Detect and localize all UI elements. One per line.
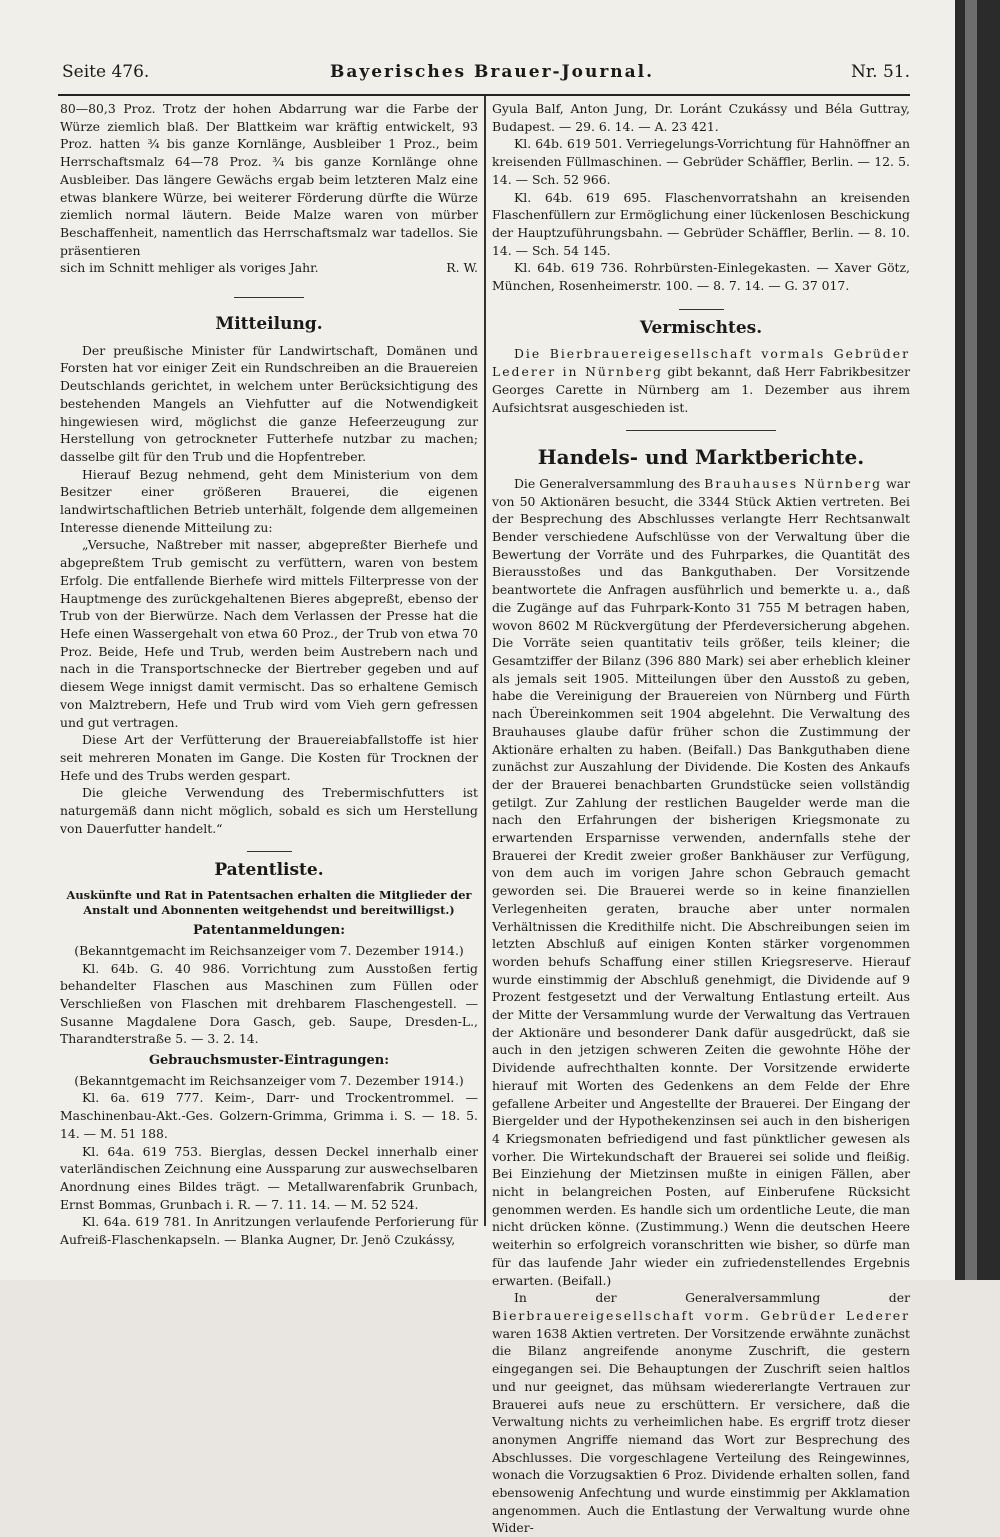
intro-closing-line <box>60 259 478 277</box>
intro-signature: R. W. <box>446 260 478 276</box>
section-separator <box>247 851 292 852</box>
page-number-label: Seite 476. <box>62 62 150 82</box>
gebrauchsmuster-entry: Kl. 64b. 619 501. Verriegelungs-Vorrichtung für Hahnöffner an kreisenden Füllmaschinen. — Gebrüder Schäffler, Berlin. — 12. 5. 14. — Sch. 52 966. <box>492 136 910 187</box>
intro-paragraph: 80—80,3 Proz. Trotz der hohen Abdarrung war die Farbe der Würze ziemlich blaß. Der Blattkeim war kräftig entwickelt, 93 Proz. hatten ¾ bis ganze Kornlänge, Ausbleiber 1 Proz., beim Herrschaftsmalz 64—78 Proz. ¾ bis ganze Kornlänge ohne Ausbleiber. Das längere Gewächs ergab beim letzteren Malz eine etwas blankere Würze, bei weiterer Förderung dürfte die Würze ziemlich normal läutern. Beide Malze waren von mürber Beschaffenheit, namentlich das Herrschaftsmalz war tadellos. Sie präsentieren <box>60 101 478 258</box>
gebrauchsmuster-entry: Kl. 64b. 619 736. Rohrbürsten-Einlegekasten. — Xaver Götz, München, Rosenheimerstr. 100. — 8. 7. 14. — G. 37 017. <box>492 260 910 294</box>
patent-entry: Kl. 64b. G. 40 986. Vorrichtung zum Ausstoßen fertig behandelter Flaschen aus Maschinen zum Füllen oder Verschließen von Flaschen mit drehbarem Flaschengestell. — Susanne Magdalene Dora Gasch, geb. Saupe, Dresden-L., Tharandterstraße 5. — 3. 2. 14. <box>60 960 478 1047</box>
gebrauchsmuster-entry: Gyula Balf, Anton Jung, Dr. Loránt Czukássy und Béla Guttray, Budapest. — 29. 6. 14. — A. 23 421. <box>492 101 910 134</box>
mitteilung-quote: „Versuche, Naßtreber mit nasser, abgepreßter Bierhefe und abgepreßtem Trub gemischt zu verfüttern, waren von bestem Erfolg. Die entfallende Bierhefe wird mittels Filterpresse von der Hauptmenge des zurückgehaltenen Bieres abgepreßt, ebenso der Trub von der Bierwürze. Nach dem Verlassen der Presse hat die Hefe einen Wassergehalt von etwa 60 Proz., der Trub von etwa 70 Proz. Beide, Hefe und Trub, werden beim Austrebern nach und nach in die Transportschnecke der Biertreber gegeben und auf diesem Wege innigst damit vermischt. Das so erhaltene Gemisch von Malztrebern, Hefe und Trub wird vom Vieh gern gefressen und gut vertragen. <box>60 537 478 730</box>
issue-number: Nr. 51. <box>851 62 910 82</box>
section-separator <box>234 297 304 298</box>
handelsberichte-text: waren 1638 Aktien vertreten. Der Vorsitzende erwähnte zunächst die Bilanz angreifende anonyme Zuschrift, die gestern eingegangen sei. Die Behauptungen der Zuschrift seien haltlos und nur geeignet, das mühsam wiedererlangte Vertrauen zur Brauerei aufs neue zu erschüttern. Er versichere, daß die Verwaltung nichts zu verheimlichen habe. Es ergriff trotz dieser anonymen Angriffe niemand das Wort zur Besprechung des Abschlusses. Die vorgeschlagene Verteilung des Reingewinnes, wonach die Vorzugsaktien 6 Proz. Dividende erhalten sollen, fand ebensowenig Anfechtung und wurde einstimmig per Akklamation angenommen. Auch die Entlastung der Verwaltung wurde ohne Wider- <box>492 1325 910 1536</box>
handelsberichte-heading: Handels- und Marktberichte. <box>537 445 865 470</box>
handelsberichte-lead: In der Generalversammlung der <box>514 1290 910 1306</box>
vermischtes-text: gibt bekannt, daß Herr Fabrikbesitzer Georges Carette in Nürnberg am 1. Dezember aus ihrem Aufsichtsrat ausgeschieden ist. <box>492 364 911 415</box>
handelsberichte-paragraph <box>492 475 910 1289</box>
section-separator <box>626 430 776 431</box>
vermischtes-heading: Vermischtes. <box>639 317 763 338</box>
scan-edge-strip <box>965 0 977 1280</box>
patentanmeldungen-source: (Bekanntgemacht im Reichsanzeiger vom 7. Dezember 1914.) <box>74 942 464 958</box>
vermischtes-paragraph <box>492 345 910 416</box>
page-header <box>62 62 910 92</box>
patentanmeldungen-heading: Patentanmeldungen: <box>192 923 346 939</box>
mitteilung-paragraph: Der preußische Minister für Landwirtschaft, Domänen und Forsten hat vor einiger Zeit ein Rundschreiben an die Brauereien Deutschlands gerichtet, in welchem unter Berücksichtigung des bestehenden Mangels an Viehfutter auf die Notwendigkeit hingewiesen wird, möglichst die ganze Hefeerzeugung zur Herstellung von getrockneter Futterhefe nutzbar zu machen; dasselbe gilt für den Trub und die Hopfentreber. <box>60 342 478 464</box>
patentliste-heading: Patentliste. <box>214 860 324 881</box>
gebrauchsmuster-heading: Gebrauchsmuster-Eintragungen: <box>148 1053 390 1069</box>
handelsberichte-text: war von 50 Aktionären besucht, die 3344 Stück Aktien vertreten. Bei der Besprechung des Abschlusses verlangte Herr Rechtsanwalt Bender verschiedene Aufschlüsse von der Verwaltung über die Bewertung der Vorräte und des Fuhrparkes, die Quantität des Bierausstoßes und das Bankguthaben. Der Vorsitzende beantwortete die Anfragen ausführlich und bemerkte u. a., daß die Zugänge auf das Fuhrpark-Konto 31 755 M betragen haben, wovon 8602 M Rückvergütung der Pferdeversicherung abgehen. Die Vorräte seien quantitativ teils größer, teils kleiner; die Gesamtziffer der Bilanz (396 880 Mark) sei aber erheblich kleiner als jemals seit 1905. Mitteilungen über den Ausstoß zu geben, habe die Vereinigung der Brauereien von Nürnberg und Fürth nach Übereinkommen seit 1904 abgelehnt. Die Verwaltung des Brauhauses glaube dafür früher schon die Zustimmung der Aktionäre erhalten zu haben. (Beifall.) Das Bankguthaben diene zunächst zur Auszahlung der Dividende. Die Kosten des Ankaufs der der Brauerei benachbarten Grundstücke seien vollständig getilgt. Zur Zahlung der restlichen Baugelder werde man die nach den Erfahrungen der bisherigen Kriegsmonate zu erwartenden Ersparnisse verwenden, andernfalls stehe der Brauerei der Kredit zweier großer Bankhäuser zur Verfügung, von dem auch im vorigen Jahre schon Gebrauch gemacht geworden sei. Die Brauerei werde so in keine finanziellen Verlegenheiten geraten, brauche aber unter normalen Verhältnissen die Kredithilfe nicht. Die Abschreibungen seien im letzten Abschluß auf einigen Konten stärker vorgenommen worden behufs Schaffung einer stillen Kriegsreserve. Hierauf wurde einstimmig der Abschluß genehmigt, die Dividende auf 9 Prozent festgesetzt und der Verwaltung Entlastung erteilt. Aus der Mitte der Versammlung wurde der Verwaltung das Vertrauen der Aktionäre und besonderer Dank dafür ausgedrückt, daß sie auch in den jetzigen schweren Zeiten die gewohnte Höhe der Dividende aufrechthalten konnte. Der Vorsitzende erwiderte hierauf mit Worten des Gedenkens an dem Felde der Ehre gefallene Arbeiter und Angestellte der Brauerei. Der Eingang der Biergelder und der Hypothekenzinsen sei auch in den bisherigen 4 Kriegsmonaten befriedigend und fast pünktlicher gewesen als vorher. Die Wirtekundschaft der Brauerei sei solide und fleißig. Bei Einziehung der Mietzinsen mußte in einigen Fällen, aber nicht in belangreichen Posten, auf Einberufene Rücksicht genommen werden. Es handle sich um ordentliche Leute, die man nicht drücken könne. (Zustimmung.) Wenn die deutschen Heere weiterhin so erfolgreich voranschritten wie bisher, so dürfe man für das laufende Jahr wieder ein zufriedenstellendes Ergebnis erwarten. (Beifall.) <box>492 475 911 1288</box>
patentliste-note: Auskünfte und Rat in Patentsachen erhalten die Mitglieder der Anstalt und Abonnenten weitgehendst und bereitwilligst.) <box>66 888 472 918</box>
mitteilung-paragraph: Die gleiche Verwendung des Trebermischfutters ist naturgemäß dann nicht möglich, sobald es sich um Herstellung von Dauerfutter handelt.“ <box>60 785 478 836</box>
handelsberichte-lead: Die Generalversammlung des <box>514 475 705 491</box>
journal-title: Bayerisches Brauer-Journal. <box>329 62 655 82</box>
left-column <box>60 100 478 1248</box>
section-separator <box>679 309 724 310</box>
gebrauchsmuster-entry: Kl. 6a. 619 777. Keim-, Darr- und Trockentrommel. — Maschinenbau-Akt.-Ges. Golzern-Grimma, Grimma i. S. — 18. 5. 14. — M. 51 188. <box>60 1090 478 1141</box>
scan-edge <box>955 0 1000 1280</box>
mitteilung-paragraph: Hierauf Bezug nehmend, geht dem Ministerium von dem Besitzer einer größeren Brauerei, die eigenen landwirtschaftlichen Betrieb unterhält, folgende dem allgemeinen Interesse dienende Mitteilung zu: <box>60 466 478 535</box>
right-column <box>492 100 911 1536</box>
gebrauchsmuster-source: (Bekanntgemacht im Reichsanzeiger vom 7. Dezember 1914.) <box>74 1072 464 1088</box>
company-name: Bierbrauereigesellschaft vorm. Gebrüder Lederer <box>492 1308 910 1323</box>
vermischtes-company: Die Bierbrauereigesellschaft vormals Gebrüder Lederer in Nürnberg <box>492 346 910 380</box>
gebrauchsmuster-entry: Kl. 64a. 619 753. Bierglas, dessen Deckel innerhalb einer vaterländischen Zeichnung eine Aussparung zur auswechselbaren Anordnung eines Bildes trägt. — Metallwarenfabrik Grunbach, Ernst Bommas, Grunbach i. R. — 7. 11. 14. — M. 52 524. <box>60 1143 478 1212</box>
company-name: Brauhauses Nürnberg <box>704 475 883 491</box>
mitteilung-paragraph: Diese Art der Verfütterung der Brauereiabfallstoffe ist hier seit mehreren Monaten im Gange. Die Kosten für Trocknen der Hefe und des Trubs werden gespart. <box>60 732 478 783</box>
column-divider <box>484 96 486 1226</box>
intro-last-line: sich im Schnitt mehliger als voriges Jahr. <box>60 260 319 276</box>
gebrauchsmuster-entry: Kl. 64b. 619 695. Flaschenvorratshahn an kreisenden Flaschenfüllern zur Ermöglichung einer lückenlosen Beschickung der Hauptzuführungsbahn. — Gebrüder Schäffler, Berlin. — 8. 10. 14. — Sch. 54 145. <box>492 189 910 258</box>
gebrauchsmuster-entry: Kl. 64a. 619 781. In Anritzungen verlaufende Perforierung für Aufreiß-Flaschenkapseln. — Blanka Augner, Dr. Jenö Czukássy, <box>60 1214 478 1248</box>
mitteilung-heading: Mitteilung. <box>215 314 323 335</box>
handelsberichte-paragraph <box>492 1289 910 1537</box>
